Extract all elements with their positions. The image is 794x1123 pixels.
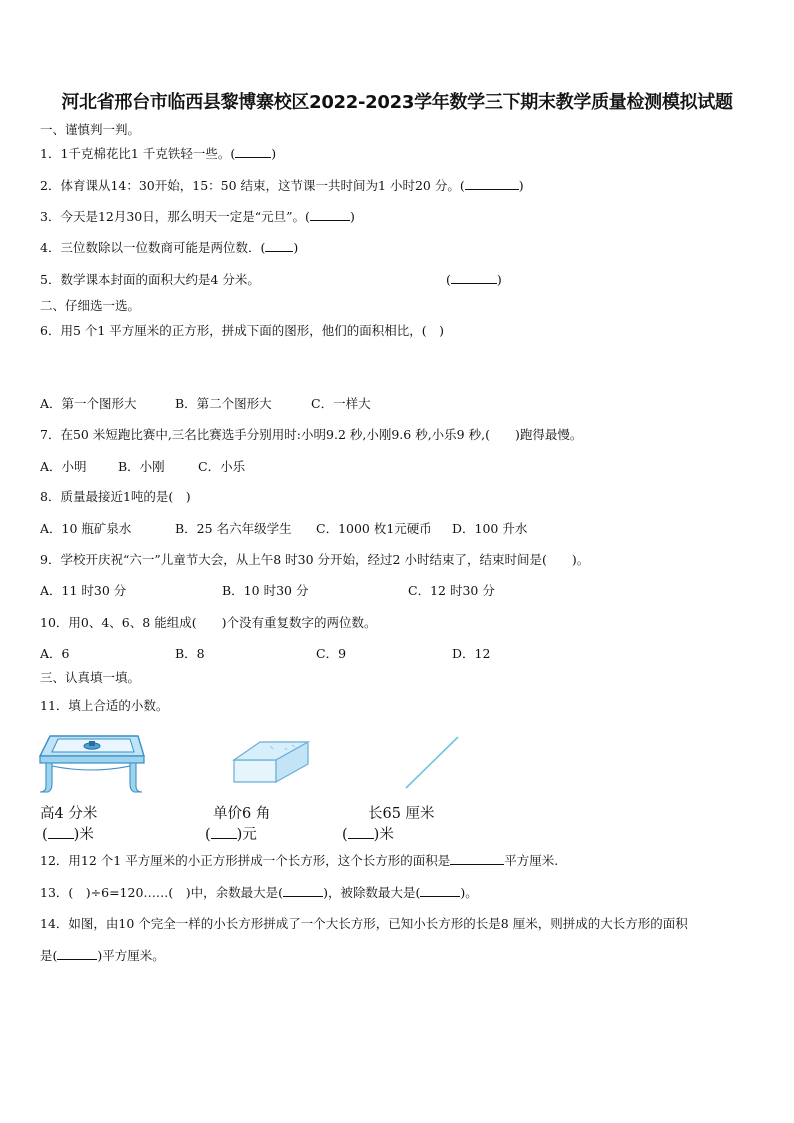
question-5-answer bbox=[446, 272, 502, 288]
q10-option-c[interactable]: C．9 bbox=[316, 646, 347, 661]
question-11: 11．填上合适的小数。 bbox=[40, 698, 169, 713]
q6-option-a[interactable]: A．第一个图形大 bbox=[40, 396, 137, 411]
q11-answer-3 bbox=[342, 826, 394, 844]
q9-option-a[interactable]: A．11 时30 分 bbox=[40, 583, 127, 598]
question-3 bbox=[40, 209, 355, 225]
section-heading-2: 二、仔细选一选。 bbox=[40, 298, 141, 313]
question-8: 8．质量最接近1吨的是( ) bbox=[40, 489, 191, 504]
question-13-close: )。 bbox=[460, 885, 478, 900]
answer-blank[interactable] bbox=[348, 827, 374, 839]
question-5-close: ) bbox=[496, 272, 502, 287]
question-5 bbox=[40, 272, 260, 288]
q10-option-d[interactable]: D．12 bbox=[452, 646, 491, 661]
page-title: 河北省邢台市临西县黎博寨校区2022-2023学年数学三下期末教学质量检测模拟试题 bbox=[61, 92, 733, 113]
question-9: 9．学校开庆祝“六一”儿童节大会，从上午8 时30 分开始，经过2 小时结束了，结束时间是( )。 bbox=[40, 552, 590, 567]
q11-answer-2 bbox=[205, 826, 257, 844]
q7-option-b[interactable]: B．小刚 bbox=[118, 459, 165, 474]
q11-answer-1 bbox=[42, 826, 94, 844]
q11-caption-1: 高4 分米 bbox=[40, 806, 98, 822]
answer-blank[interactable] bbox=[235, 146, 271, 158]
q8-option-b[interactable]: B．25 名六年级学生 bbox=[175, 521, 292, 536]
question-14: 14．如图，由10 个完全一样的小长方形拼成了一个大长方形，已知小长方形的长是8 厘米，则拼成的大长方形的面积 bbox=[40, 916, 688, 931]
answer-blank[interactable] bbox=[420, 885, 460, 897]
q9-option-b[interactable]: B．10 时30 分 bbox=[222, 583, 309, 598]
q10-option-a[interactable]: A．6 bbox=[40, 646, 70, 661]
q9-option-c[interactable]: C．12 时30 分 bbox=[408, 583, 495, 598]
q7-option-a[interactable]: A．小明 bbox=[40, 459, 87, 474]
q8-option-d[interactable]: D．100 升水 bbox=[452, 521, 528, 536]
q8-option-c[interactable]: C．1000 枚1元硬币 bbox=[316, 521, 432, 536]
question-2 bbox=[40, 178, 524, 194]
paren-open: ( bbox=[342, 827, 348, 843]
q6-option-b[interactable]: B．第二个图形大 bbox=[175, 396, 272, 411]
q7-option-c[interactable]: C．小乐 bbox=[198, 459, 246, 474]
section-heading-3: 三、认真填一填。 bbox=[40, 670, 141, 685]
question-4-text: 4．三位数除以一位数商可能是两位数．( bbox=[40, 240, 266, 255]
question-14-unit: )平方厘米。 bbox=[97, 948, 165, 963]
q11-caption-3: 长65 厘米 bbox=[368, 806, 435, 822]
answer-blank[interactable] bbox=[283, 885, 323, 897]
answer-blank[interactable] bbox=[265, 240, 293, 252]
unit-label: )米 bbox=[73, 827, 94, 843]
question-3-close: ) bbox=[349, 209, 355, 224]
paren-open: ( bbox=[42, 827, 48, 843]
answer-blank[interactable] bbox=[450, 853, 504, 865]
q6-option-c[interactable]: C．一样大 bbox=[311, 396, 371, 411]
unit-label: )元 bbox=[236, 827, 257, 843]
q11-caption-2: 单价6 角 bbox=[213, 806, 271, 822]
question-14-line-2 bbox=[40, 948, 165, 964]
question-4 bbox=[40, 240, 298, 256]
question-7: 7．在50 米短跑比赛中,三名比赛选手分别用时:小明9.2 秒,小刚9.6 秒,小乐9 秒,( )跑得最慢。 bbox=[40, 427, 583, 442]
question-12 bbox=[40, 853, 558, 869]
question-12-unit: 平方厘米. bbox=[504, 853, 559, 868]
stick-icon bbox=[400, 734, 462, 792]
question-2-text: 2．体育课从14：30开始，15：50 结束，这节课一共时间为1 小时20 分。( bbox=[40, 178, 465, 193]
question-13-text: 13．( )÷6=120……( )中，余数最大是( bbox=[40, 885, 284, 900]
paren-open: ( bbox=[446, 272, 451, 287]
eraser-icon bbox=[230, 738, 312, 784]
answer-blank[interactable] bbox=[48, 827, 74, 839]
answer-blank[interactable] bbox=[451, 272, 497, 284]
q8-option-a[interactable]: A．10 瓶矿泉水 bbox=[40, 521, 132, 536]
question-2-close: ) bbox=[518, 178, 524, 193]
table-icon bbox=[36, 730, 146, 796]
question-6: 6．用5 个1 平方厘米的正方形，拼成下面的图形，他们的面积相比，( ) bbox=[40, 323, 445, 338]
question-4-close: ) bbox=[293, 240, 299, 255]
question-13-mid: )，被除数最大是( bbox=[323, 885, 421, 900]
question-14-text: 是( bbox=[40, 948, 58, 963]
question-3-text: 3．今天是12月30日，那么明天一定是“元旦”。( bbox=[40, 209, 310, 224]
answer-blank[interactable] bbox=[465, 178, 519, 190]
question-12-text: 12．用12 个1 平方厘米的小正方形拼成一个长方形，这个长方形的面积是 bbox=[40, 853, 451, 868]
q10-option-b[interactable]: B．8 bbox=[175, 646, 205, 661]
unit-label: )米 bbox=[373, 827, 394, 843]
section-heading-1: 一、谨慎判一判。 bbox=[40, 122, 141, 137]
question-10: 10．用0、4、6、8 能组成( )个没有重复数字的两位数。 bbox=[40, 615, 377, 630]
answer-blank[interactable] bbox=[57, 948, 97, 960]
answer-blank[interactable] bbox=[310, 209, 350, 221]
question-13 bbox=[40, 885, 478, 901]
question-1 bbox=[40, 146, 276, 162]
paren-open: ( bbox=[205, 827, 211, 843]
question-1-close: ) bbox=[271, 146, 277, 161]
question-5-text: 5．数学课本封面的面积大约是4 分米。 bbox=[40, 272, 260, 287]
question-1-text: 1．1千克棉花比1 千克铁轻一些。( bbox=[40, 146, 236, 161]
answer-blank[interactable] bbox=[211, 827, 237, 839]
